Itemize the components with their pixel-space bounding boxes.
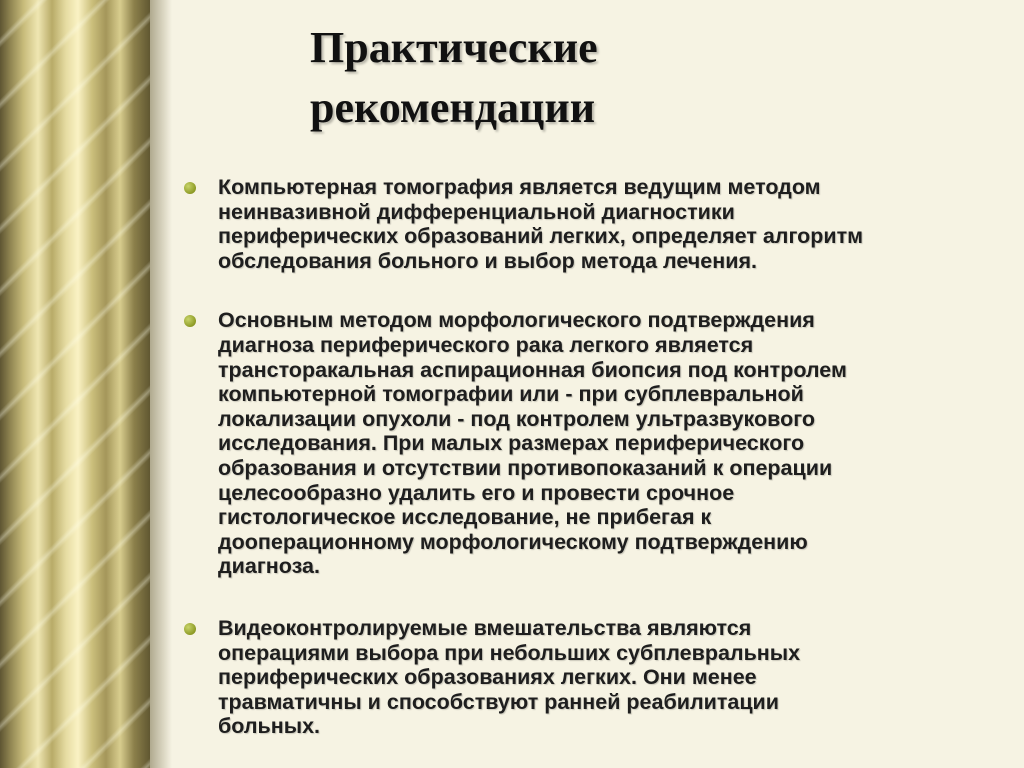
band-shadow (150, 0, 172, 768)
bullet-text: Компьютерная томография является ведущим методом неинвазивной дифференциальной диагностики периферических образований легких, определяет алгоритм обследования больного и выбор метода лечения. (218, 175, 864, 273)
title-line-1: Практические (310, 23, 598, 72)
bullet-dot-icon (184, 315, 196, 327)
bullet-text: Видеоконтролируемые вмешательства являются операциями выбора при небольших субплевральных периферических образованиях легких. Они менее травматичны и способствуют ранней реабилитации больных. (218, 615, 801, 739)
title-line-2: рекомендации (310, 83, 596, 132)
bullet-dot-icon (184, 182, 196, 194)
bullet-dot-icon (184, 623, 196, 635)
bullet-item (184, 175, 1004, 273)
gold-decorative-band (0, 0, 150, 768)
bullet-item (184, 616, 1004, 739)
slide-title (310, 18, 910, 138)
bullet-list (184, 175, 1004, 739)
bullet-text: Основным методом морфологического подтверждения диагноза периферического рака легкого является трансторакальная аспирационная биопсия под контролем компьютерной томографии или - при субплевральной локализации опухоли - под контролем ультразвукового исследования. При малых размерах периферического образования и отсутствии противопоказаний к операции целесообразно удалить его и провести срочное гистологическое исследование, не прибегая к дооперационному морфологическому подтверждению диагноза. (218, 308, 847, 579)
bullet-item (184, 308, 1004, 579)
